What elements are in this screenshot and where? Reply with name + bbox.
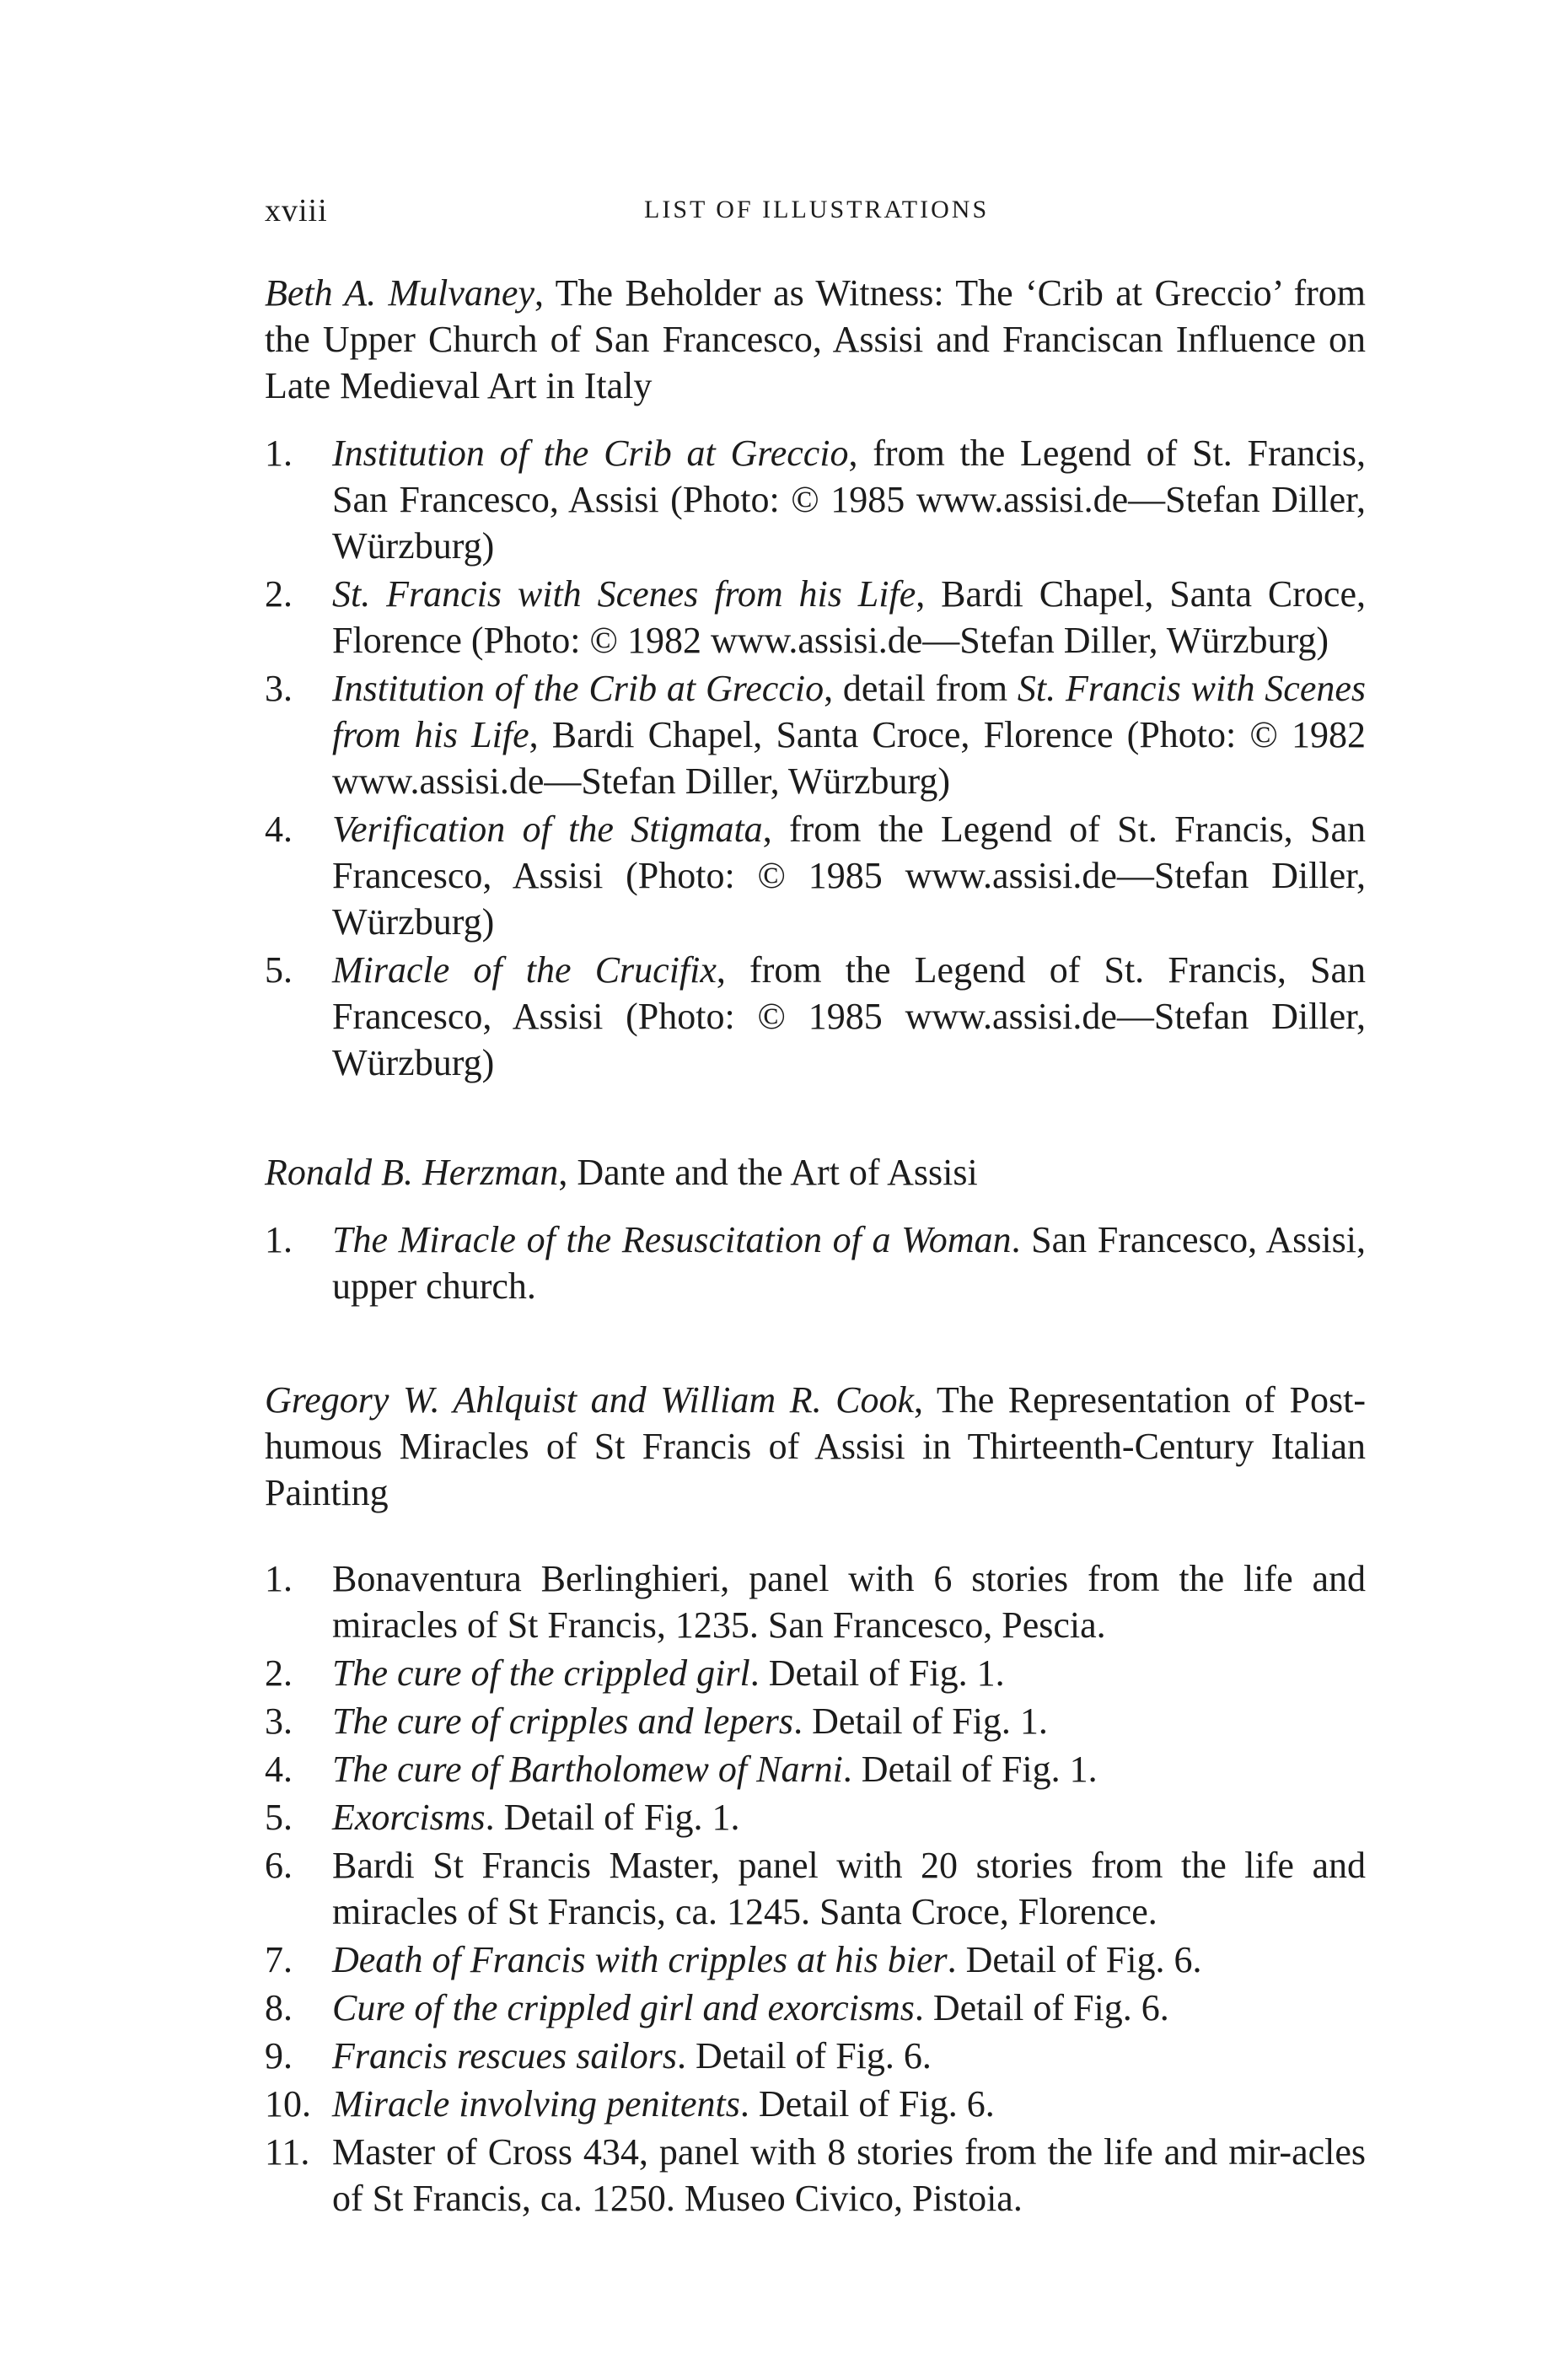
figure-entry bbox=[265, 571, 1366, 663]
figure-entry bbox=[265, 2129, 1366, 2222]
section-mulvaney bbox=[265, 270, 1366, 1086]
figure-caption: . Detail of Fig. 1. bbox=[842, 1749, 1098, 1790]
figure-title: The cure of cripples and lepers bbox=[332, 1700, 794, 1742]
figure-entry bbox=[265, 430, 1366, 569]
figure-number: 6. bbox=[265, 1845, 293, 1886]
figure-caption: . Detail of Fig. 1. bbox=[485, 1797, 740, 1838]
figure-title: The cure of Bartholomew of Narni bbox=[332, 1749, 843, 1790]
figure-entry bbox=[265, 2033, 1366, 2079]
figure-title: The cure of the crippled girl bbox=[332, 1652, 750, 1694]
figure-list bbox=[265, 1217, 1366, 1309]
section-heading bbox=[265, 1377, 1366, 1516]
figure-caption: , Bardi Chapel, Santa Croce, Florence (Photo: © 1982 www.assisi.de—Stefan Diller, Würzburg) bbox=[332, 573, 1366, 661]
figure-number: 2. bbox=[265, 573, 293, 615]
figure-caption: . Detail of Fig. 6. bbox=[677, 2035, 932, 2076]
figure-caption: , from the Legend of St. Francis, San Francesco, Assisi (Photo: © 1985 www.assisi.de—Stefan Diller, Würzburg) bbox=[332, 949, 1366, 1083]
figure-title-secondary: St. Francis with Scenes from his Life bbox=[332, 668, 1367, 755]
page-number: xviii bbox=[265, 193, 328, 228]
figure-entry bbox=[265, 1794, 1366, 1840]
figure-entry bbox=[265, 1698, 1366, 1744]
figure-caption: . Detail of Fig. 6. bbox=[914, 1987, 1169, 2028]
figure-entry bbox=[265, 1842, 1366, 1935]
figure-caption: Bonaventura Berlinghieri, panel with 6 stories from the life and miracles of St Francis, 1235. San Francesco, Pescia. bbox=[332, 1558, 1366, 1646]
figure-number: 11. bbox=[265, 2131, 310, 2173]
figure-entry bbox=[265, 1217, 1366, 1309]
section-heading bbox=[265, 270, 1366, 409]
figure-title: Miracle involving penitents bbox=[332, 2083, 740, 2125]
figure-caption: . Detail of Fig. 6. bbox=[739, 2083, 995, 2125]
section-herzman bbox=[265, 1149, 1366, 1309]
figure-entry bbox=[265, 806, 1366, 945]
figure-number: 1. bbox=[265, 432, 293, 474]
figure-entry bbox=[265, 2081, 1366, 2127]
figure-entry bbox=[265, 1650, 1366, 1696]
section-spacer bbox=[265, 1516, 1366, 1534]
section-spacer bbox=[265, 1311, 1366, 1377]
figure-entry bbox=[265, 1937, 1366, 1983]
figure-entry bbox=[265, 665, 1366, 804]
figure-entry bbox=[265, 1555, 1366, 1648]
section-spacer bbox=[265, 1088, 1366, 1149]
figure-title: Death of Francis with cripples at his bier bbox=[332, 1939, 948, 1980]
figure-number: 3. bbox=[265, 668, 293, 709]
figure-caption: . Detail of Fig. 1. bbox=[793, 1700, 1048, 1742]
section-heading bbox=[265, 1149, 1366, 1195]
figure-caption: , detail from bbox=[824, 668, 1018, 709]
figure-title: Verification of the Stigmata bbox=[332, 809, 763, 850]
figure-number: 3. bbox=[265, 1700, 293, 1742]
figure-number: 4. bbox=[265, 809, 293, 850]
figure-number: 1. bbox=[265, 1558, 293, 1599]
figure-number: 1. bbox=[265, 1219, 293, 1260]
figure-title: The Miracle of the Resuscitation of a Woman bbox=[332, 1219, 1012, 1260]
section-author: Beth A. Mulvaney bbox=[265, 272, 534, 314]
section-title-text: , The Beholder as Witness: The ‘Crib at Greccio’ from the Upper Church of San Francesco, Assisi and Franciscan Influence on Late Medieval Art in Italy bbox=[265, 272, 1366, 406]
figure-number: 4. bbox=[265, 1749, 293, 1790]
figure-caption-secondary: , Bardi Chapel, Santa Croce, Florence (Photo: © 1982 www.assisi.de—Stefan Diller, Würzburg) bbox=[332, 714, 1366, 802]
figure-title: Francis rescues sailors bbox=[332, 2035, 678, 2076]
figure-caption: Bardi St Francis Master, panel with 20 stories from the life and miracles of St Francis, ca. 1245. Santa Croce, Florence. bbox=[332, 1845, 1366, 1932]
figure-entry bbox=[265, 1746, 1366, 1792]
figure-entry bbox=[265, 947, 1366, 1086]
figure-title: Miracle of the Crucifix bbox=[332, 949, 717, 991]
figure-caption: . San Francesco, Assisi, upper church. bbox=[332, 1219, 1366, 1307]
figure-title: Institution of the Crib at Greccio bbox=[332, 432, 849, 474]
running-head-title: LIST OF ILLUSTRATIONS bbox=[644, 196, 990, 223]
running-head bbox=[265, 192, 1366, 234]
figure-number: 7. bbox=[265, 1939, 293, 1980]
figure-caption: . Detail of Fig. 1. bbox=[749, 1652, 1005, 1694]
figure-title: Institution of the Crib at Greccio bbox=[332, 668, 824, 709]
figure-title: Cure of the crippled girl and exorcisms bbox=[332, 1987, 915, 2028]
figure-number: 8. bbox=[265, 1987, 293, 2028]
figure-list bbox=[265, 430, 1366, 1086]
figure-caption: , from the Legend of St. Francis, San Francesco, Assisi (Photo: © 1985 www.assisi.de—Stefan Diller, Würzburg) bbox=[332, 432, 1366, 567]
figure-number: 9. bbox=[265, 2035, 293, 2076]
section-author: Ronald B. Herzman bbox=[265, 1152, 559, 1193]
figure-entry bbox=[265, 1985, 1366, 2031]
figure-number: 5. bbox=[265, 1797, 293, 1838]
figure-caption: , from the Legend of St. Francis, San Francesco, Assisi (Photo: © 1985 www.assisi.de—Stefan Diller, Würzburg) bbox=[332, 809, 1366, 943]
figure-number: 5. bbox=[265, 949, 293, 991]
figure-caption: . Detail of Fig. 6. bbox=[947, 1939, 1202, 1980]
figure-list bbox=[265, 1555, 1366, 2222]
section-author: Gregory W. Ahlquist and William R. Cook bbox=[265, 1379, 915, 1421]
section-title-text: , The Representation of Post-humous Miracles of St Francis of Assisi in Thirteenth-Century Italian Painting bbox=[265, 1379, 1366, 1513]
section-title-text: , Dante and the Art of Assisi bbox=[558, 1152, 978, 1193]
section-ahlquist-cook bbox=[265, 1377, 1366, 2222]
illustrations-list bbox=[265, 270, 1366, 2223]
figure-caption: Master of Cross 434, panel with 8 stories from the life and mir-acles of St Francis, ca. 1250. Museo Civico, Pistoia. bbox=[332, 2131, 1366, 2219]
figure-number: 10. bbox=[265, 2083, 311, 2125]
figure-title: St. Francis with Scenes from his Life bbox=[332, 573, 916, 615]
figure-title: Exorcisms bbox=[332, 1797, 486, 1838]
figure-number: 2. bbox=[265, 1652, 293, 1694]
